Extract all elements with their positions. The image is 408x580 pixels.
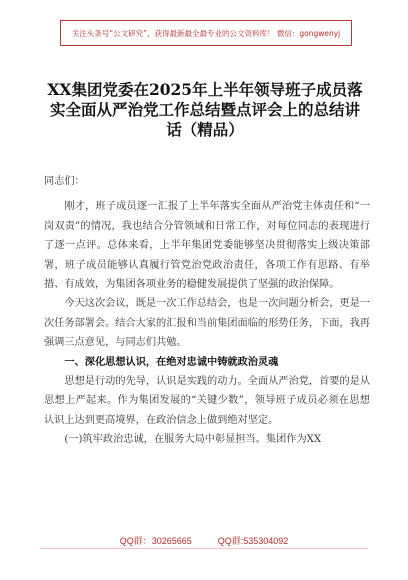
- paragraph: 思想是行动的先导，认识是实践的动力。全面从严治党，首要的是从思想上严起来。作为集团发展的“关键少数”，领导班子成员必须在思想认识上达到更高境界，在政治信念上做到绝对坚定。: [44, 376, 371, 426]
- salutation: 同志们：: [44, 176, 85, 187]
- document-title: XX集团党委在2025年上半年领导班子成员落实全面从严治党工作总结暨点评会上的总结讲话（精品）: [47, 80, 363, 139]
- footer: [0, 534, 408, 547]
- footer-qq-group-1: QQ群：30265665: [119, 536, 192, 546]
- footer-divider: [40, 548, 368, 549]
- footer-qq-group-2: QQ群:535304092: [217, 536, 289, 546]
- banner-text: 关注头条号“公文研究”，获得最新最全最专业的公文资料库！ 微信：gongwenyj: [71, 28, 341, 38]
- header-banner: [60, 20, 352, 46]
- section-heading: 一、深化思想认识，在绝对忠诚中铸就政治灵魂: [64, 355, 279, 368]
- paragraph: 今天这次会议，既是一次工作总结会，也是一次问题分析会，更是一次任务部署会。结合大家的汇报和当前集团面临的形势任务，下面，我再强调三点意见，与同志们共勉。: [44, 298, 371, 349]
- paragraph: 刚才，班子成员逐一汇报了上半年落实全面从严治党主体责任和“一岗双责”的情况，我也结合分管领域和日常工作，对每位同志的表现进行了逐一点评。总体来看，上半年集团党委能够坚决贯彻落实上级决策部署，班子成员能够认真履行管党治党政治责任，各项工作有思路、有举措、有成效，为集团各项业务的稳健发展提供了坚强的政治保障。: [44, 201, 370, 291]
- paragraph: (一)筑牢政治忠诚，在服务大局中彰显担当。集团作为XX: [64, 434, 322, 446]
- document-body: [44, 172, 370, 450]
